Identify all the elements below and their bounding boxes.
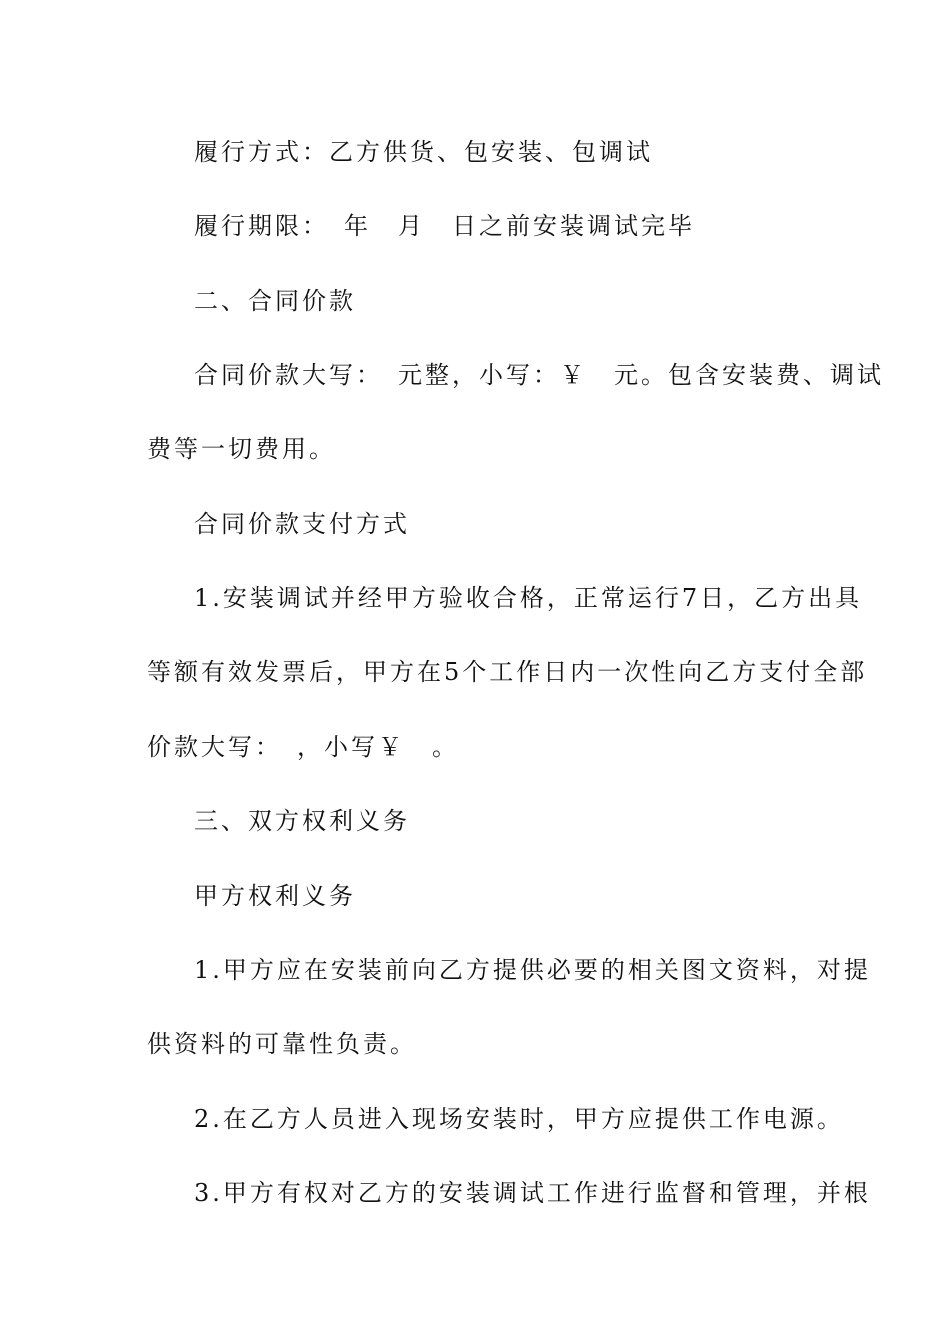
section-heading-contract-price: 二、合同价款 <box>194 287 356 315</box>
party-a-rights-heading: 甲方权利义务 <box>194 882 356 910</box>
payment-clause-1-line-end: 价款大写： ，小写￥ 。 <box>147 733 459 761</box>
party-a-clause-1-line: 1.甲方应在安装前向乙方提供必要的相关图文资料，对提 <box>194 956 871 984</box>
party-a-clause-3-line: 3.甲方有权对乙方的安装调试工作进行监督和管理，并根 <box>194 1179 871 1207</box>
contract-price-amount-line-cont: 费等一切费用。 <box>147 435 336 463</box>
party-a-clause-2-line: 2.在乙方人员进入现场安装时，甲方应提供工作电源。 <box>194 1105 844 1133</box>
section-heading-rights-obligations: 三、双方权利义务 <box>194 807 410 835</box>
party-a-clause-1-line-cont: 供资料的可靠性负责。 <box>147 1030 417 1058</box>
performance-period-line: 履行期限： 年 月 日之前安装调试完毕 <box>194 212 695 240</box>
payment-method-heading: 合同价款支付方式 <box>194 510 410 538</box>
contract-price-amount-line: 合同价款大写： 元整，小写：￥ 元。包含安装费、调试 <box>194 361 884 389</box>
payment-clause-1-line-cont: 等额有效发票后，甲方在5个工作日内一次性向乙方支付全部 <box>147 658 868 686</box>
payment-clause-1-line: 1.安装调试并经甲方验收合格，正常运行7日，乙方出具 <box>194 584 863 612</box>
performance-method-line: 履行方式：乙方供货、包安装、包调试 <box>194 138 653 166</box>
